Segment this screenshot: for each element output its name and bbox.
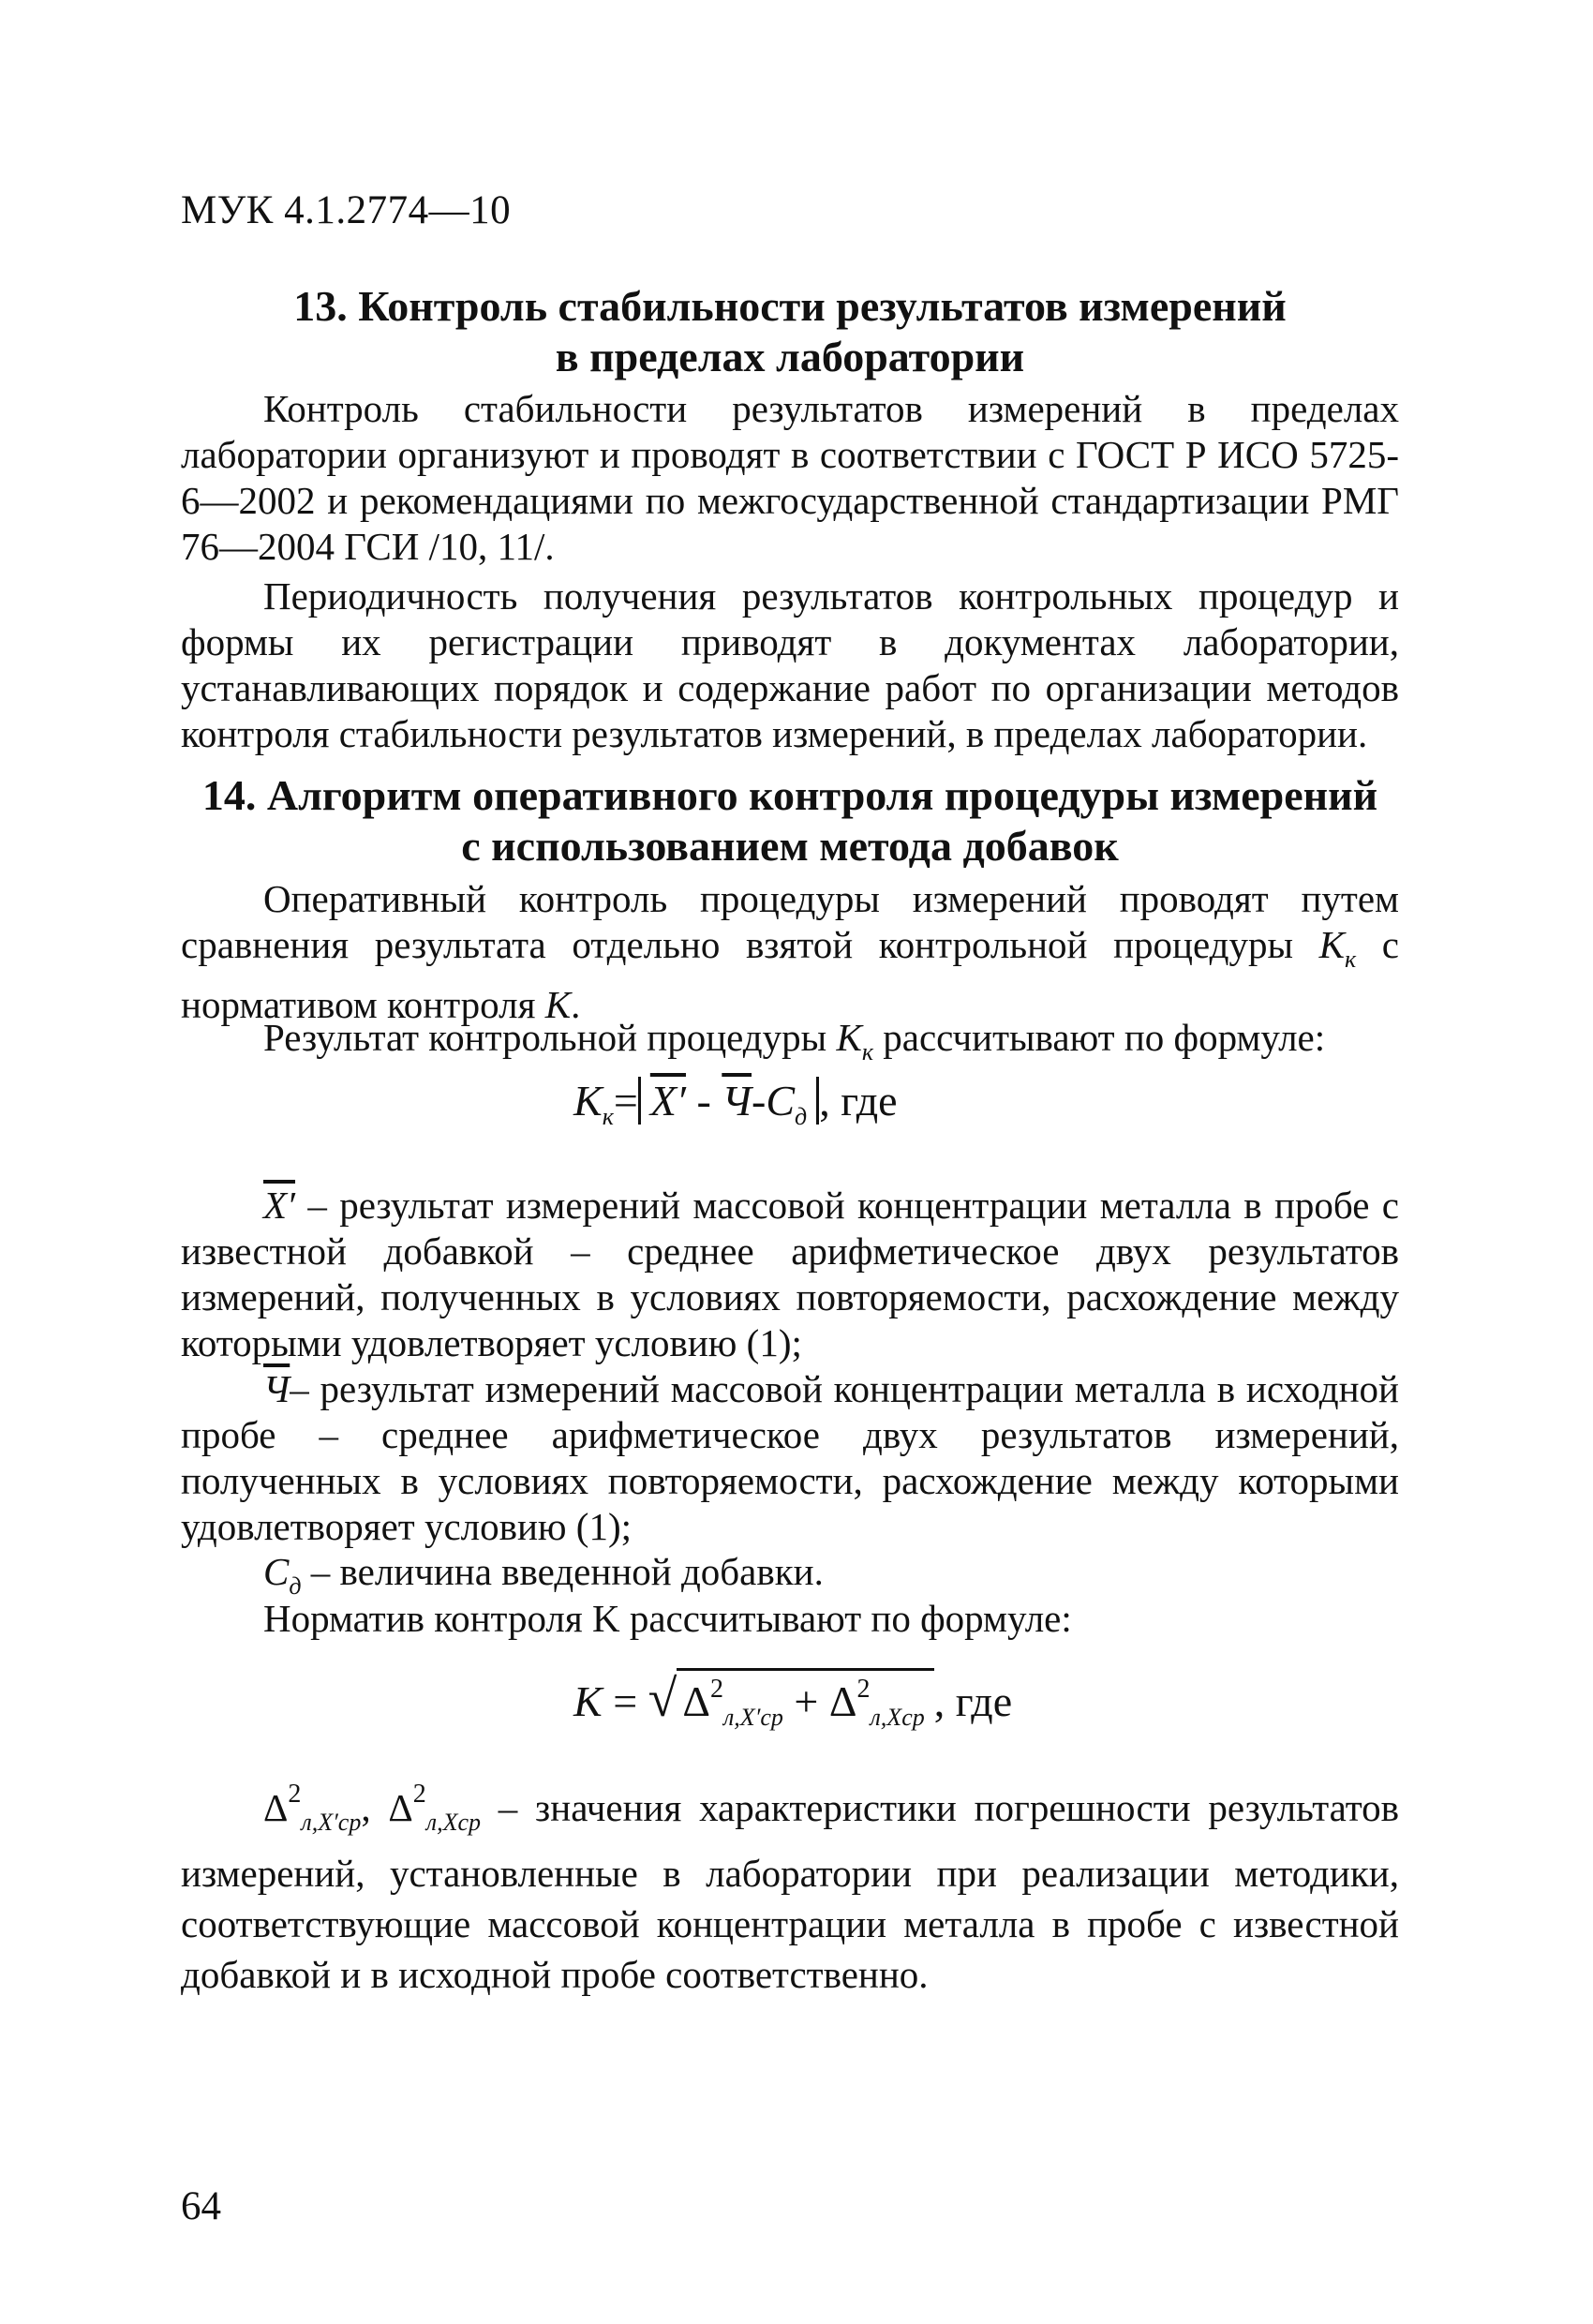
section-13-heading (181, 281, 1399, 382)
section-13-title-line2: в пределах лаборатории (555, 333, 1025, 380)
section-14-paragraph-2: Результат контрольной процедуры $K_к$ рассчитывают по формуле: (263, 1016, 1326, 1065)
formula-control-result: $K_к= X' - Ч-C_д$ , где (573, 1077, 898, 1130)
definition-ch: Ч– результат измерений массовой концентрации металла в исходной пробе – среднее арифметическое двух результатов измерений, полученных в условиях повторяемости, расхождение между которыми удовлетворяет условию (1); (181, 1367, 1399, 1548)
section-14-title-line1: 14. Алгоритм оперативного контроля процедуры измерений (201, 771, 1378, 819)
section-13-paragraph-2: Периодичность получения результатов контрольных процедур и формы их регистрации приводят в документах лаборатории, устанавливающих порядок и содержание работ по организации методов контроля стабильности результатов измерений, в пределах лаборатории. (181, 574, 1399, 755)
section-14-heading (181, 770, 1399, 872)
section-13-paragraph-1: Контроль стабильности результатов измерений в пределах лаборатории организуют и проводят в соответствии с ГОСТ Р ИСО 5725-6—2002 и рекомендациями по межгосударственной стандартизации РМГ 76—2004 ГСИ /10, 11/. (181, 387, 1399, 568)
formula-control-norm: K = √ $\Delta^2_{л,X'ср} + \Delta^2_{л,Xср}$ , где (573, 1670, 1013, 1731)
section-13-title-line1: 13. Контроль стабильности результатов измерений (293, 282, 1287, 330)
section-14-paragraph-1: Оперативный контроль процедуры измерений проводят путем сравнения результата отдельно взятой контрольной процедуры $K_к$ с нормативом контроля K. (181, 877, 1399, 1026)
document-code: МУК 4.1.2774—10 (181, 188, 512, 232)
definition-c-added: $C_д$ – величина введенной добавки. (263, 1550, 824, 1600)
section-14-paragraph-3: Норматив контроля K рассчитывают по формуле: (263, 1597, 1072, 1640)
section-14-title-line2: с использованием метода добавок (461, 822, 1119, 870)
definition-delta: $\Delta^2_{л,X'ср}$, $\Delta^2_{л,Xср}$ – значения характеристики погрешности результатов измерений, установленные в лаборатории при реализации методики, соответствующие массовой концентрации металла в пробе с известной добавкой и в исходной пробе соответственно. (181, 1780, 1400, 1996)
page-number: 64 (181, 2184, 221, 2228)
definition-x-prime: X′ – результат измерений массовой концентрации металла в пробе с известной добавкой – среднее арифметическое двух результатов измерений, полученных в условиях повторяемости, расхождение между которыми удовлетворяет условию (1); (181, 1184, 1399, 1364)
